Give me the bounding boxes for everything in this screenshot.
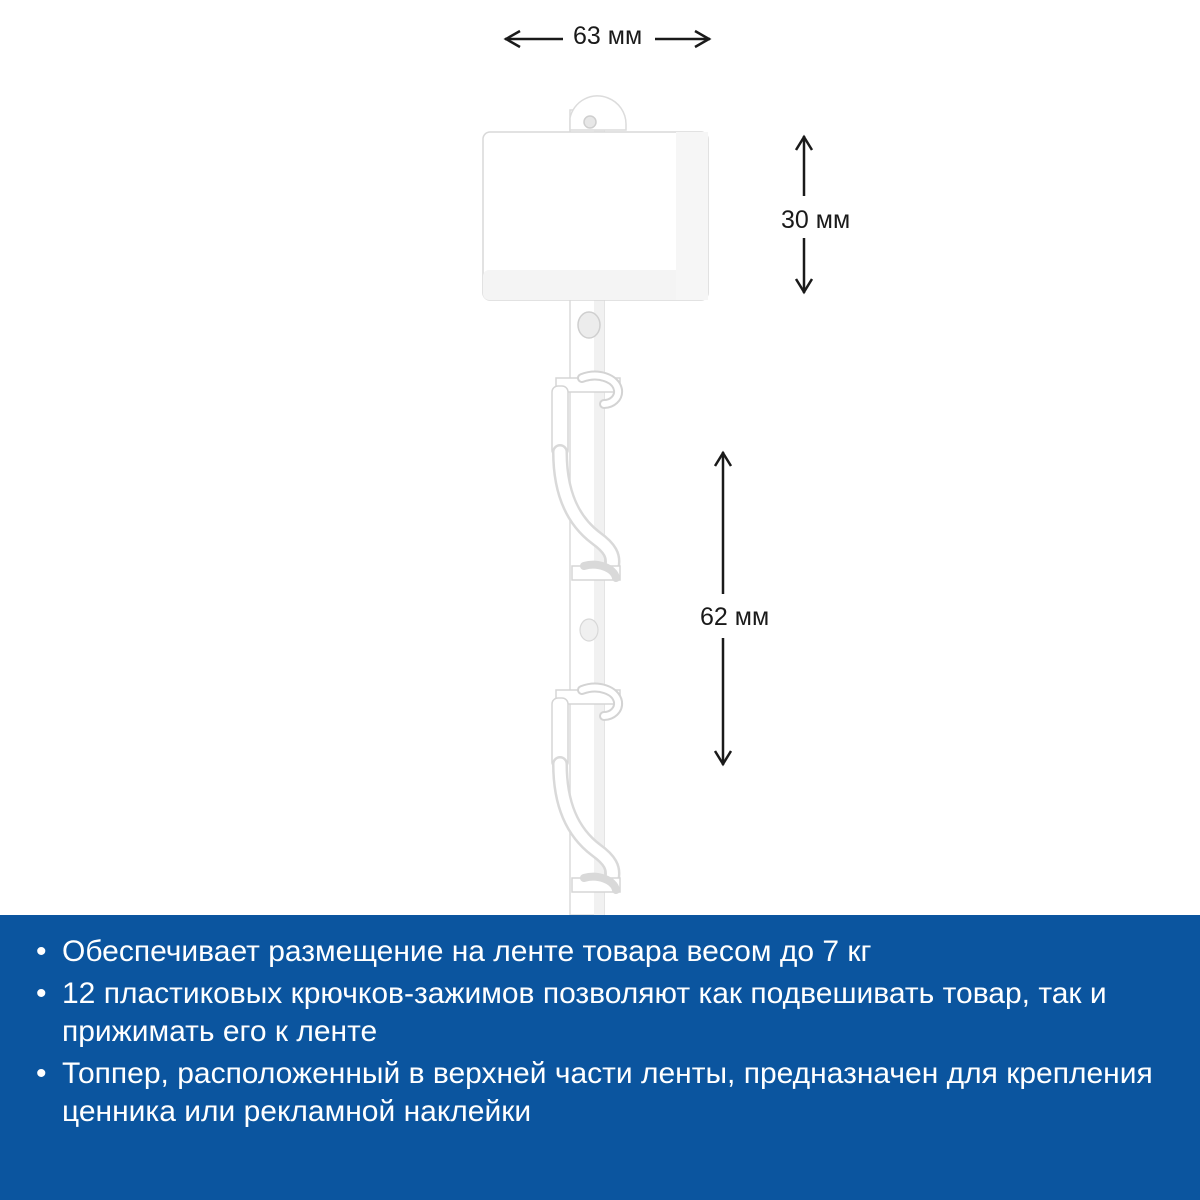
dimension-label-width: 63 мм — [573, 22, 643, 50]
dimension-label-topper-height: 30 мм — [781, 206, 851, 234]
topper-hole-top-icon — [584, 116, 596, 128]
list-item-text: Обеспечивает размещение на ленте товара весом до 7 кг — [62, 935, 872, 968]
dimension-label-hook-spacing: 62 мм — [700, 603, 770, 631]
strip-hole-icon — [578, 312, 600, 338]
list-item-text: Топпер, расположенный в верхней части ленты, предназначен для крепления ценника или рекламной наклейки — [62, 1057, 1153, 1129]
bullet-icon: • — [36, 935, 47, 968]
list-item — [36, 1055, 1172, 1131]
bullet-icon: • — [36, 1057, 47, 1091]
list-item — [36, 975, 1172, 1051]
list-item-text: 12 пластиковых крючков-зажимов позволяют как подвешивать товар, так и прижимать его к ленте — [62, 977, 1107, 1049]
features-panel — [0, 915, 1200, 1200]
hook-strip-body — [483, 96, 708, 915]
list-item — [36, 933, 1172, 971]
strip-hole-middle-icon — [580, 619, 598, 641]
features-list — [36, 933, 1172, 1131]
bullet-icon: • — [36, 977, 47, 1011]
topper-top-tab — [570, 96, 626, 130]
